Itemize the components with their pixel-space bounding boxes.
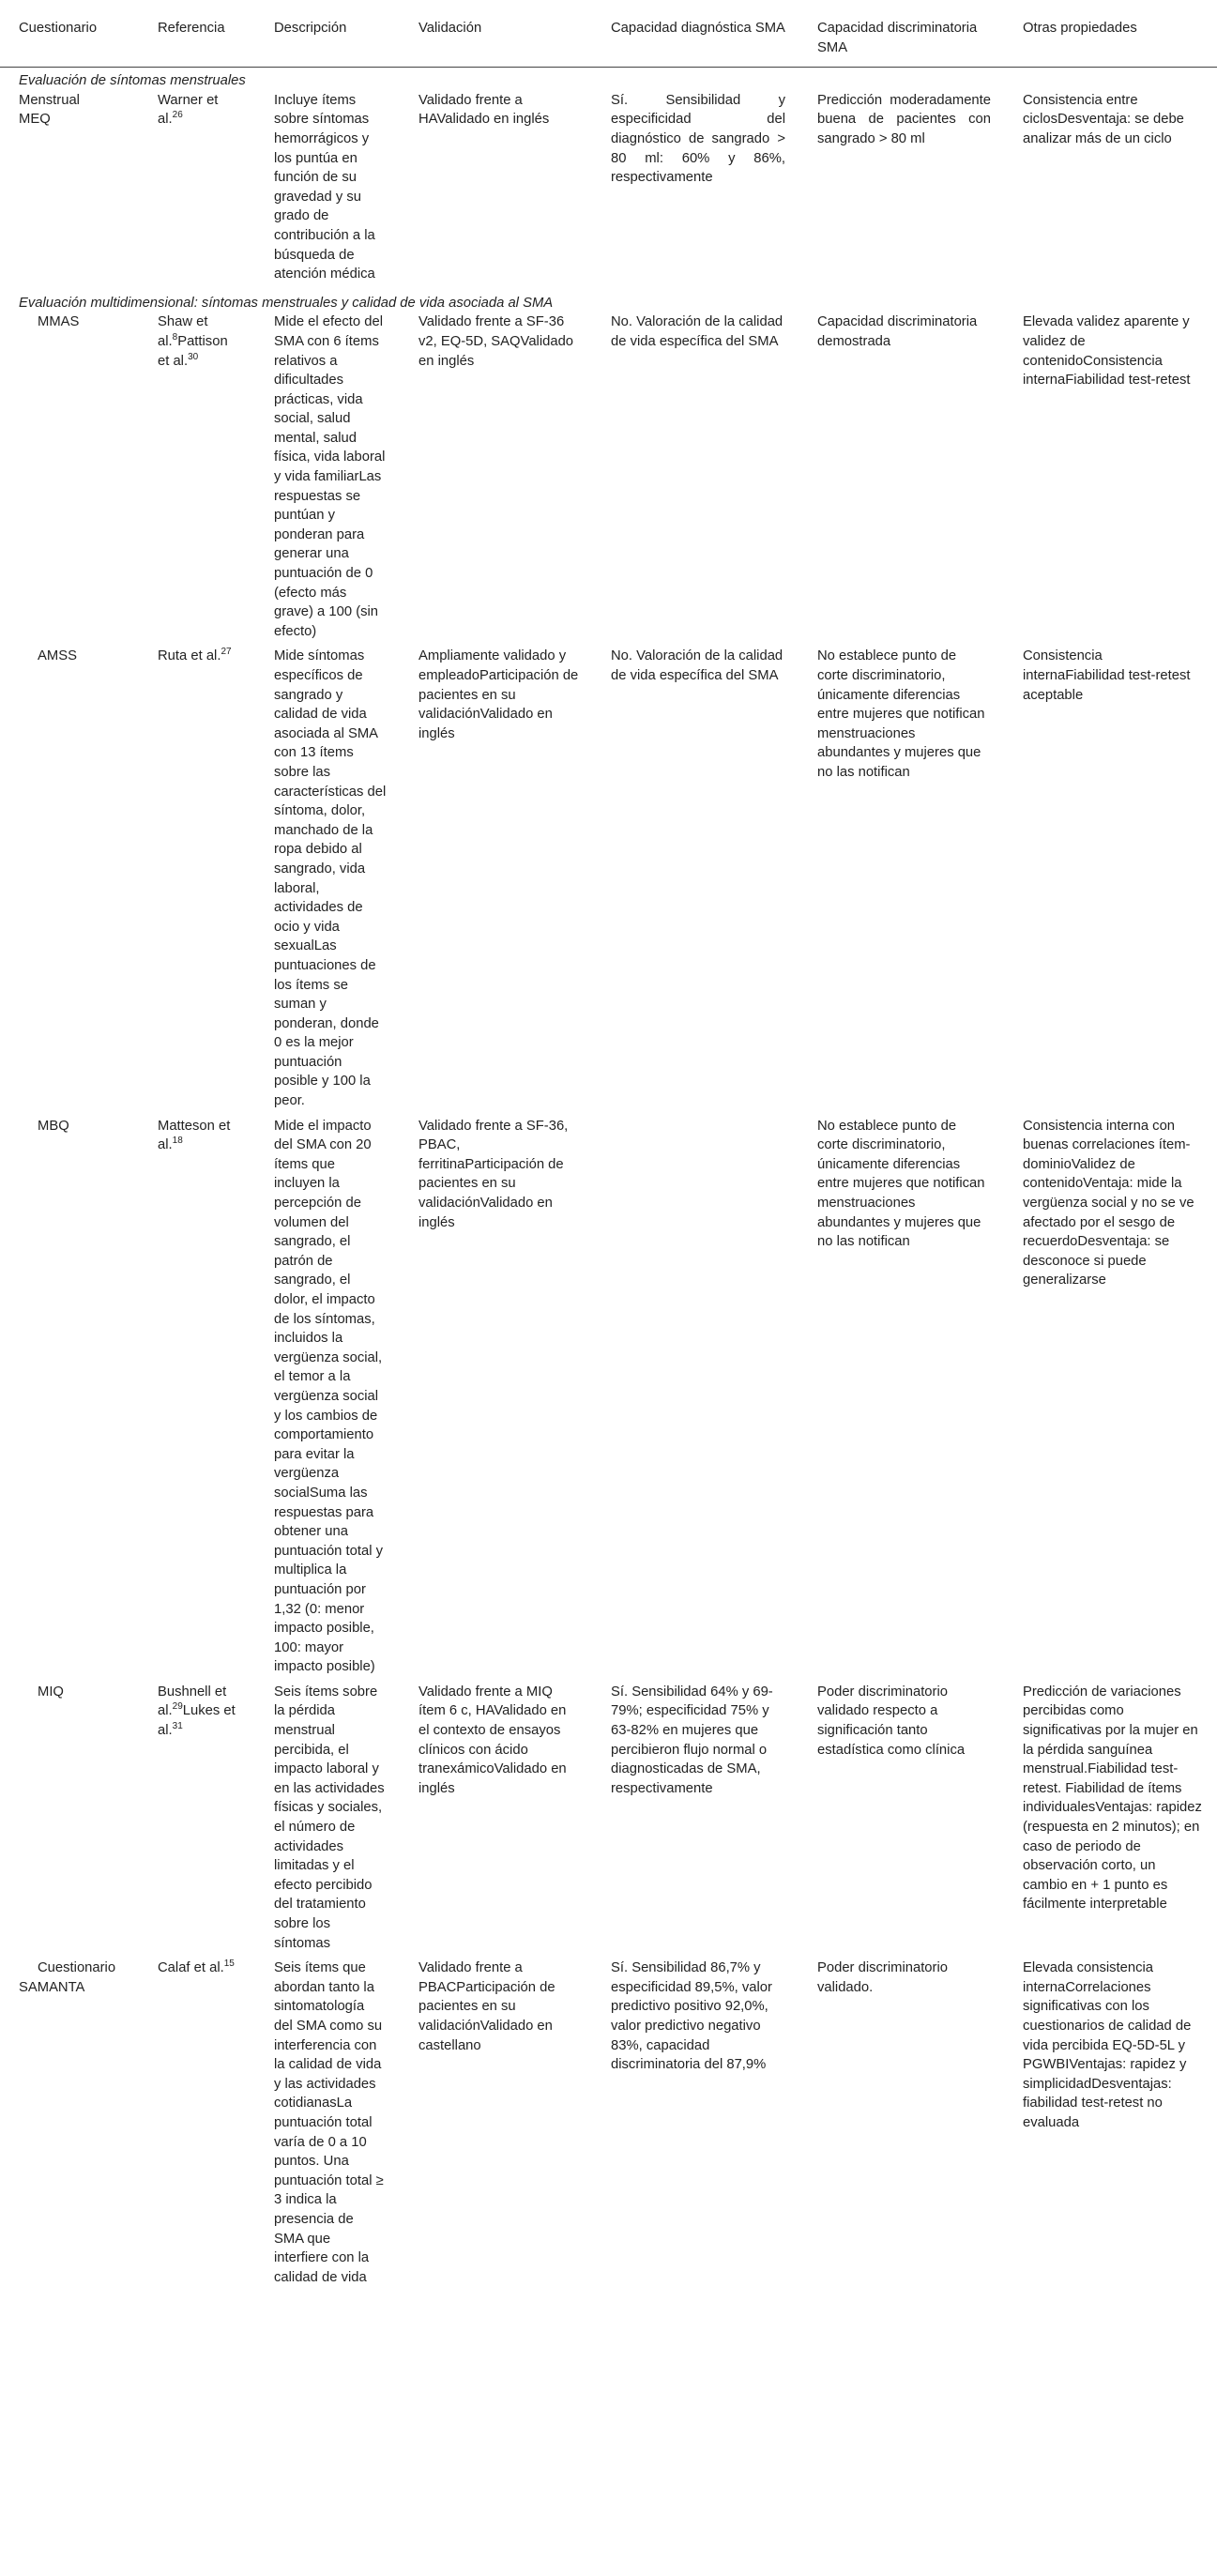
reference-superscript: 30 (188, 351, 199, 362)
cell-diagnostic-capacity: Sí. Sensibilidad 64% y 69-79%; especificidad 75% y 63-82% en mujeres que percibieron flujo normal o diagnosticadas de SMA, respectivamente (611, 1684, 773, 1796)
cell-diagnostic-capacity: Sí. Sensibilidad y especificidad del diagnóstico de sangrado > 80 ml: 60% y 86%, respectivamente (611, 92, 785, 186)
cell-other-properties: Consistencia interna con buenas correlaciones ítem-dominioValidez de contenidoVentaja: mide la vergüenza social y no se ve afectado por el sesgo de recuerdoDesventaja: se desconoce si puede generalizarse (1023, 1118, 1194, 1288)
cell-discriminatory-capacity: No establece punto de corte discriminatorio, únicamente diferencias entre mujeres que notifican menstruaciones abundantes y mujeres que no las notifican (817, 648, 985, 780)
cell-validation: Ampliamente validado y empleadoParticipación de pacientes en su validaciónValidado en inglés (418, 648, 579, 741)
cell-questionnaire: MBQ (38, 1118, 69, 1134)
table-row-miq (0, 1683, 1217, 1959)
cell-discriminatory-capacity: Capacidad discriminatoria demostrada (817, 314, 978, 349)
reference-superscript: 31 (172, 1721, 183, 1732)
reference-text: Bushnell et al. (158, 1684, 227, 1719)
cell-other-properties: Predicción de variaciones percibidas como significativas por la mujer en la pérdida sanguínea menstrual.Fiabilidad test-retest. Fiabilidad de ítems individualesVentajas: rapidez (respuesta en 2 minutos); en caso de periodo de observación corto, un cambio en + 1 punto es fácilmente interpretable (1023, 1684, 1202, 1913)
cell-reference (141, 1959, 257, 2291)
cell-discriminatory-capacity: No establece punto de corte discriminatorio, únicamente diferencias entre mujeres que notifican menstruaciones abundantes y mujeres que no las notifican (817, 1118, 985, 1250)
cell-reference (141, 312, 257, 647)
cell-reference (141, 1683, 257, 1959)
reference-superscript: 8 (172, 331, 178, 343)
table-row-amss (0, 647, 1217, 1116)
reference-text: Warner et al. (158, 92, 219, 128)
reference-text: Calaf et al. (158, 1960, 224, 1976)
header-referencia: Referencia (141, 0, 257, 68)
cell-discriminatory-capacity: Predicción moderadamente buena de pacientes con sangrado > 80 ml (817, 92, 991, 146)
section-row (0, 290, 1217, 313)
reference-superscript: 26 (172, 110, 183, 121)
cell-diagnostic-capacity: No. Valoración de la calidad de vida específica del SMA (611, 314, 783, 349)
reference-text: Lukes et al. (158, 1703, 236, 1739)
cell-reference (141, 1117, 257, 1683)
questionnaire-name-line2: MEQ (19, 112, 51, 128)
questionnaire-name-line1: Cuestionario (38, 1960, 116, 1976)
questionnaire-name-line2: SAMANTA (19, 1979, 85, 1995)
header-cuestionario: Cuestionario (0, 0, 141, 68)
table-row-mbq (0, 1117, 1217, 1683)
cell-validation: Validado frente a SF-36, PBAC, ferritinaParticipación de pacientes en su validaciónValidado en inglés (418, 1118, 569, 1230)
cell-questionnaire: MIQ (38, 1684, 64, 1700)
reference-text: Shaw et al. (158, 314, 208, 349)
table-body (0, 68, 1217, 2292)
cell-diagnostic-capacity: Sí. Sensibilidad 86,7% y especificidad 89,5%, valor predictivo positivo 92,0%, valor predictivo negativo 83%, capacidad discriminatoria del 87,9% (611, 1960, 772, 2073)
section-row (0, 68, 1217, 91)
reference-text: Pattison et al. (158, 333, 228, 369)
cell-questionnaire (0, 1959, 141, 2291)
reference-superscript: 18 (172, 1136, 183, 1147)
cell-description: Mide el efecto del SMA con 6 ítems relativos a dificultades prácticas, vida social, salud mental, salud física, vida laboral y vida familiarLas respuestas se puntúan y ponderan para generar una puntuación de 0 (efecto más grave) a 100 (sin efecto) (274, 314, 386, 639)
cell-description: Seis ítems sobre la pérdida menstrual percibida, el impacto laboral y en las actividades físicas y sociales, el número de actividades limitadas y el efecto percibido del tratamiento sobre los síntomas (274, 1684, 385, 1951)
header-capacidad-diagnostica: Capacidad diagnóstica SMA (594, 0, 800, 68)
table-row-samanta (0, 1959, 1217, 2291)
table-header (0, 0, 1217, 68)
cell-questionnaire: MMAS (38, 314, 80, 330)
reference-superscript: 29 (172, 1701, 183, 1713)
header-otras-propiedades: Otras propiedades (1006, 0, 1217, 68)
cell-other-properties: Elevada validez aparente y validez de contenidoConsistencia internaFiabilidad test-retest (1023, 314, 1191, 389)
section-title-symptoms: Evaluación de síntomas menstruales (19, 73, 246, 89)
cell-description: Incluye ítems sobre síntomas hemorrágicos y los puntúa en función de su gravedad y su grado de contribución a la búsqueda de atención médica (274, 92, 375, 282)
cell-validation: Validado frente a PBACParticipación de pacientes en su validaciónValidado en castellano (418, 1960, 555, 2053)
header-descripcion: Descripción (257, 0, 402, 68)
cell-validation: Validado frente a SF-36 v2, EQ-5D, SAQValidado en inglés (418, 314, 574, 369)
cell-diagnostic-capacity (594, 1117, 800, 1683)
header-row (0, 0, 1217, 68)
cell-validation: Validado frente a HAValidado en inglés (418, 92, 550, 128)
cell-validation: Validado frente a MIQ ítem 6 c, HAValidado en el contexto de ensayos clínicos con ácido tranexámicoValidado en inglés (418, 1684, 567, 1796)
cell-other-properties: Consistencia internaFiabilidad test-retest aceptable (1023, 648, 1191, 703)
table-row-mmas (0, 312, 1217, 647)
cell-diagnostic-capacity: No. Valoración de la calidad de vida específica del SMA (611, 648, 783, 683)
table-row-meq (0, 91, 1217, 290)
reference-superscript: 15 (223, 1959, 235, 1970)
cell-description: Mide el impacto del SMA con 20 ítems que incluyen la percepción de volumen del sangrado, el patrón de sangrado, el dolor, el impacto de los síntomas, incluidos la vergüenza social, el temor a la vergüenza social y los cambios de comportamiento para evitar la vergüenza socialSuma las respuestas para obtener una puntuación total y multiplica la puntuación por 1,32 (0: menor impacto posible, 100: mayor impacto posible) (274, 1118, 383, 1675)
reference-text: Ruta et al. (158, 648, 221, 664)
questionnaire-name-line1: Menstrual (19, 92, 80, 108)
cell-description: Mide síntomas específicos de sangrado y calidad de vida asociada al SMA con 13 ítems sobre las características del síntoma, dolor, manchado de la ropa debido al sangrado, vida laboral, actividades de ocio y vida sexualLas puntuaciones de los ítems se suman y ponderan, donde 0 es la mejor puntuación posible y 100 la peor. (274, 648, 387, 1109)
header-validacion: Validación (402, 0, 594, 68)
header-capacidad-discriminatoria: Capacidad discriminatoria SMA (800, 0, 1006, 68)
cell-other-properties: Elevada consistencia internaCorrelaciones significativas con los cuestionarios de calidad de vida percibida EQ-5D-5L y PGWBIVentajas: rapidez y simplicidadDesventajas: fiabilidad test-retest no evaluada (1023, 1960, 1192, 2130)
section-title-multidimensional: Evaluación multidimensional: síntomas menstruales y calidad de vida asociada al SMA (19, 295, 554, 311)
cell-discriminatory-capacity: Poder discriminatorio validado. (817, 1960, 948, 1995)
cell-questionnaire (0, 91, 141, 290)
cell-other-properties: Consistencia entre ciclosDesventaja: se debe analizar más de un ciclo (1023, 92, 1184, 146)
cell-discriminatory-capacity: Poder discriminatorio validado respecto a significación tanto estadística como clínica (817, 1684, 966, 1758)
cell-reference (141, 647, 257, 1116)
cell-questionnaire: AMSS (38, 648, 77, 664)
cell-reference (141, 91, 257, 290)
cell-description: Seis ítems que abordan tanto la sintomatología del SMA como su interferencia con la calidad de vida y las actividades cotidianasLa puntuación total varía de 0 a 10 puntos. Una puntuación total ≥ 3 indica la presencia de SMA que interfiere con la calidad de vida (274, 1960, 384, 2285)
reference-superscript: 27 (221, 647, 232, 658)
reference-text: Matteson et al. (158, 1118, 231, 1153)
